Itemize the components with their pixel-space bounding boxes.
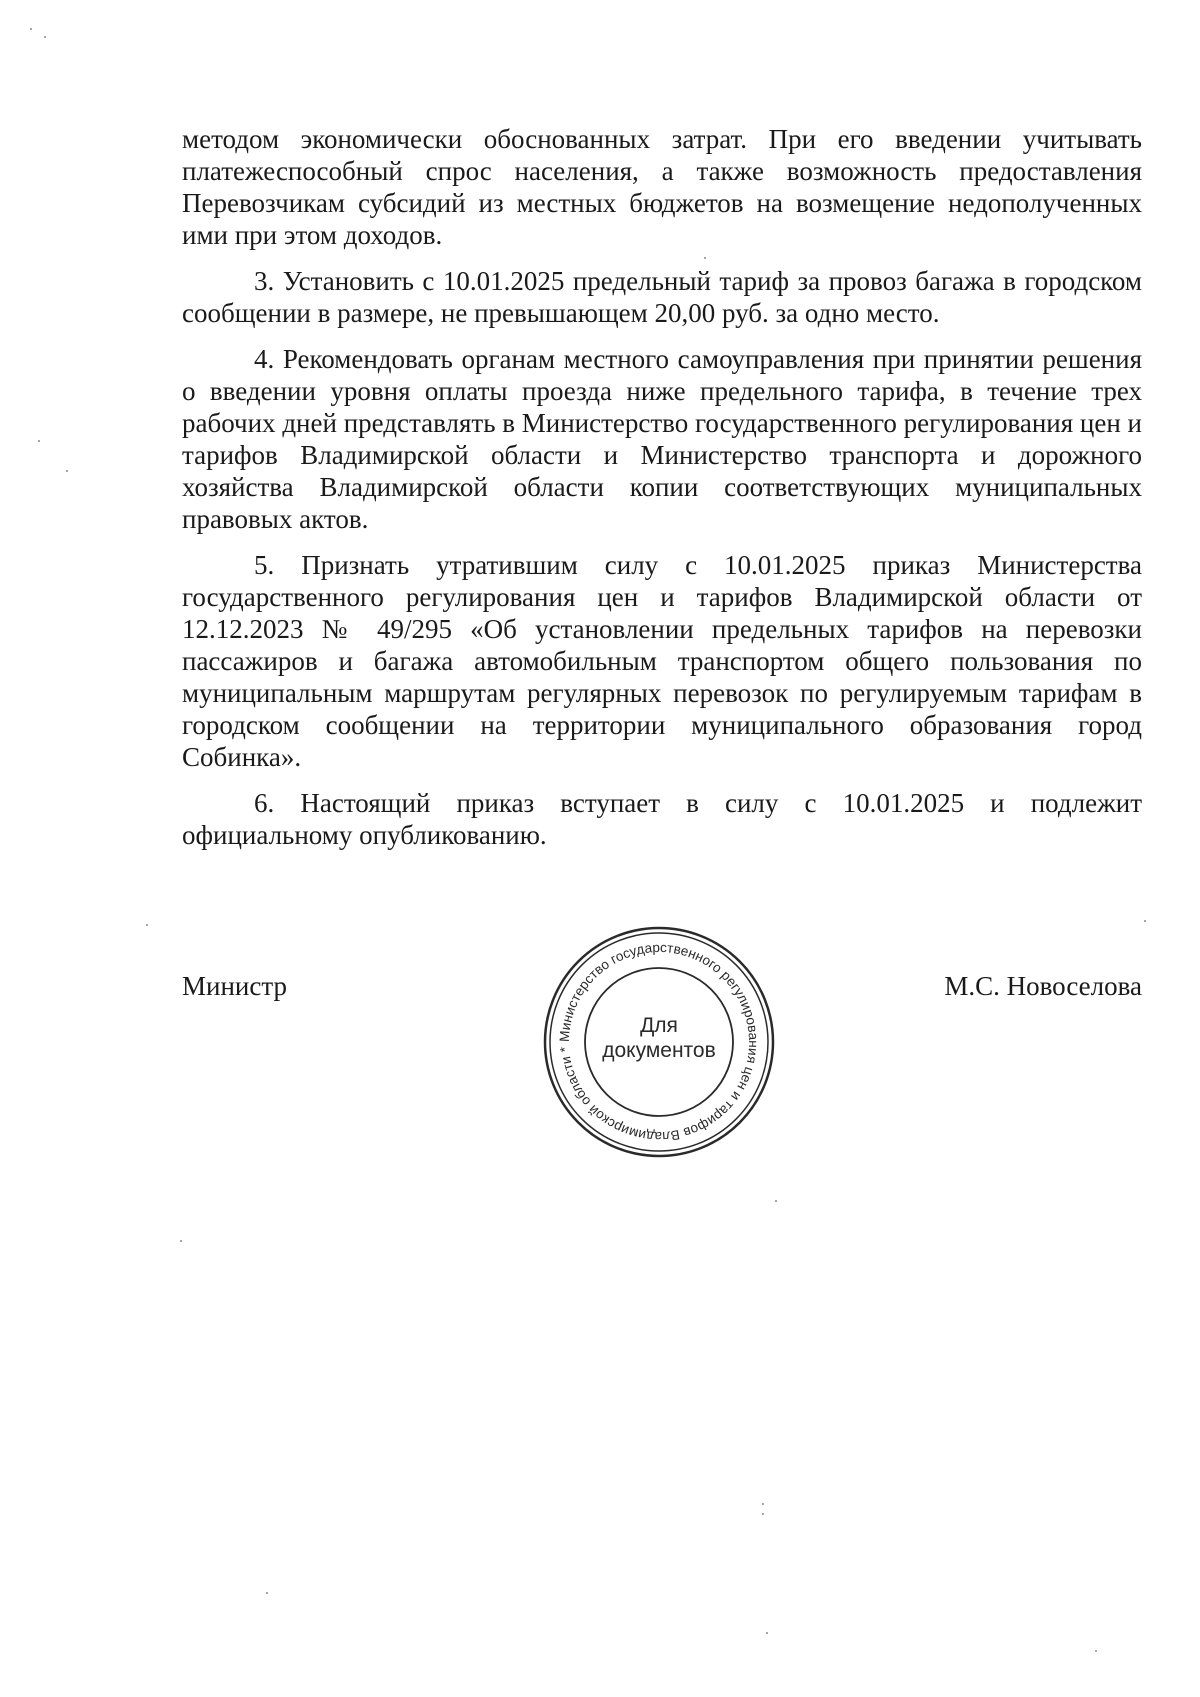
scan-speck bbox=[1095, 1650, 1097, 1652]
scan-speck bbox=[704, 257, 706, 259]
scan-speck bbox=[44, 36, 46, 38]
scan-speck bbox=[266, 1592, 268, 1594]
paragraph-item-3: 3. Установить с 10.01.2025 предельный тариф за провоз багажа в городском сообщении в размере, не превышающем 20,00 руб. за одно место. bbox=[182, 266, 1142, 328]
paragraph-item-5: 5. Признать утратившим силу с 10.01.2025 приказ Министерства государственного регулирования цен и тарифов Владимирской области от 12.12.2023 № 49/295 «Об установлении предельных тарифов на перевозки пассажиров и багажа автомобильным транспортом общего пользования по муниципальным маршрутам регулярных перевозок по регулируемым тарифам в городском сообщении на территории муниципального образования город Собинка». bbox=[182, 550, 1142, 772]
scan-speck bbox=[180, 1240, 182, 1242]
scan-speck bbox=[38, 440, 40, 442]
paragraph-continuation: методом экономически обоснованных затрат. При его введении учитывать платежеспособный спрос населения, а также возможность предоставления Перевозчикам субсидий из местных бюджетов на возмещение недополученных ими при этом доходов. bbox=[182, 124, 1142, 250]
scan-speck bbox=[762, 1513, 764, 1515]
seal-center-line-1: Для bbox=[640, 1014, 678, 1037]
scan-speck bbox=[762, 1503, 764, 1505]
document-body bbox=[182, 123, 1142, 865]
paragraph-item-4: 4. Рекомендовать органам местного самоуправления при принятии решения о введении уровня оплаты проезда ниже предельного тарифа, в течение трех рабочих дней представлять в Министерство государственного регулирования цен и тарифов Владимирской области и Министерство транспорта и дорожного хозяйства Владимирской области копии соответствующих муниципальных правовых актов. bbox=[182, 344, 1142, 534]
signatory-position: Министр bbox=[182, 971, 287, 1001]
signatory-name: М.С. Новоселова bbox=[944, 971, 1142, 1001]
seal-center-line-2: документов bbox=[602, 1039, 716, 1062]
scan-speck bbox=[66, 470, 68, 472]
scan-speck bbox=[775, 1200, 777, 1202]
official-seal bbox=[542, 925, 776, 1159]
scan-speck bbox=[766, 1632, 768, 1634]
seal-center-text bbox=[542, 1013, 776, 1063]
scan-speck bbox=[146, 924, 148, 926]
scan-speck bbox=[30, 28, 32, 30]
paragraph-item-6: 6. Настоящий приказ вступает в силу с 10.01.2025 и подлежит официальному опубликованию. bbox=[182, 788, 1142, 850]
scan-speck bbox=[1144, 920, 1146, 922]
seal-ring-text: Министерство государственного регулирования цен и тарифов Владимирской области * bbox=[556, 939, 762, 1145]
